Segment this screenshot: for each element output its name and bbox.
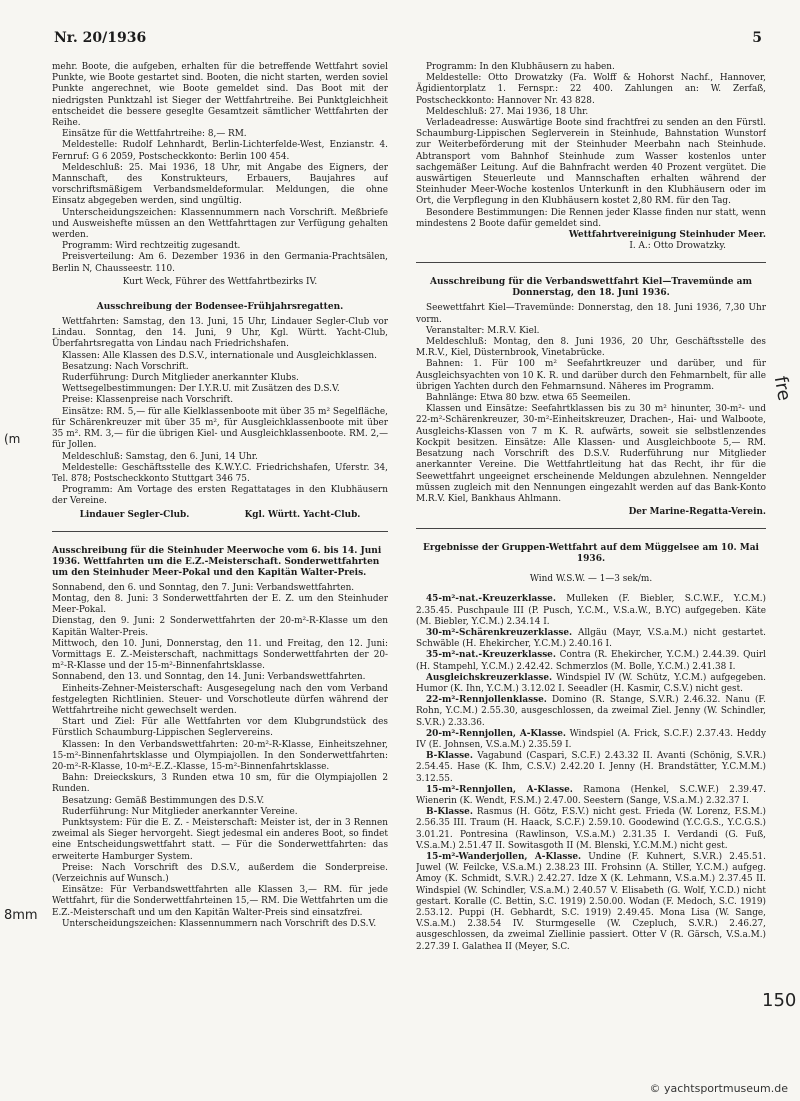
steinhuder-paragraph: Einsätze: Für Verbandswettfahrten alle Klassen 3,— RM. für jede Wettfahrt, für die Sonderwettfahrteinen 15,— RM. Die Wettfahrten um die E.Z.-Meisterschaft und um den Kapitän Walter-Preis sind einsatzfrei.: [52, 885, 388, 918]
results-list: [416, 594, 766, 953]
result-class-name: Ausgleichskreuzerklasse.: [426, 672, 553, 683]
steinhuder-paragraph: Punktsystem: Für die E. Z. - Meisterschaft: Meister ist, der in 3 Rennen zweimal als Sieger hervorgeht. Siegt jedesmal ein anderes Boot, so findet eine Entscheidungswettfahrt statt. — Für die Sonderwettfahrten: das erweiterte Hamburger System.: [52, 817, 388, 862]
kiel-title: Ausschreibung für die Verbandswettfahrt Kiel—Travemünde am Donnerstag, den 18. Juni 1936.: [429, 277, 753, 299]
intro-paragraph: Preisverteilung: Am 6. Dezember 1936 in den Germania-Prachtsälen, Berlin N, Chausseestr. 110.: [52, 252, 388, 274]
kiel-signature: Der Marine-Regatta-Verein.: [628, 507, 766, 518]
steinhuder-title: Ausschreibung für die Steinhuder Meerwoche vom 6. bis 14. Juni 1936. Wettfahrten um die E.Z.-Meisterschaft. Sonderwettfahrten um den Steinhuder Meer-Pokal und den Kapitän Walter-Preis.: [52, 545, 382, 578]
result-class-entry: [416, 628, 766, 650]
steinhuder-paragraph: Dienstag, den 9. Juni: 2 Sonderwettfahrten der 20-m²-R-Klasse um den Kapitän Walter-Preis.: [52, 616, 388, 638]
steinhuder-paragraph: Bahn: Dreieckskurs, 3 Runden etwa 10 sm, für die Olympiajollen 2 Runden.: [52, 773, 388, 795]
result-class-name: 45-m²-nat.-Kreuzerklasse.: [426, 594, 556, 605]
result-class-entry: [416, 695, 766, 729]
intro-paragraph: Meldeschluß: 25. Mai 1936, 18 Uhr, mit Angabe des Eigners, der Mannschaft, des Konstrukteurs, Erbauers, Baujahres auf vorschriftsmäßigem Verbandsmeldeformular. Meldungen, die ohne Einsatz abgegeben werden, sind ungültig.: [52, 162, 388, 207]
steinhuder-paragraph: Besatzung: Gemäß Bestimmungen des D.S.V.: [62, 795, 265, 806]
intro-paragraph: Unterscheidungszeichen: Klassennummern nach Vorschrift. Meßbriefe und Ausweisheftе müssen an den Wettfahrttagen zur Verfügung gehalten werden.: [52, 207, 388, 241]
result-class-entry: [416, 673, 766, 695]
result-class-entry: [416, 852, 766, 953]
bodensee-section: [52, 302, 388, 521]
result-class-name: 30-m²-Schärenkreuzerklasse.: [426, 627, 573, 638]
steinhuder-paragraph: Sonnabend, den 6. und Sonntag, den 7. Juni: Verbandswettfahrten.: [52, 582, 355, 593]
steinhuder-paragraph: Montag, den 8. Juni: 3 Sonderwettfahrten der E. Z. um den Steinhuder Meer-Pokal.: [52, 593, 388, 616]
handwritten-margin-note: 8mm: [4, 908, 38, 923]
steinhuder-signature-ia: I. A.: Otto Drowatzky.: [629, 241, 726, 252]
results-title: Ergebnisse der Gruppen-Wettfahrt auf dem Müggelsee am 10. Mai 1936.: [423, 543, 759, 565]
result-class-entry: [416, 785, 766, 807]
intro-section: [52, 62, 388, 288]
handwritten-margin-note: (m: [4, 432, 21, 446]
bodensee-paragraph: Ruderführung: Durch Mitglieder anerkannter Klubs.: [62, 373, 299, 384]
result-class-text: Contra (R. Ehekircher, Y.C.M.) 2.44.39. Quirl (H. Stampehl, Y.C.M.) 2.42.42. Schmerzlos (M. Bolle, Y.C.M.) 2.41.38 I.: [416, 650, 766, 672]
result-class-entry: [416, 729, 766, 751]
kiel-paragraph: Veranstalter: M.R.V. Kiel.: [426, 325, 540, 336]
steinhuder-paragraph: Start und Ziel: Für alle Wettfahrten vor dem Klubgrundstück des Fürstlich Schaumburg-Lippischen Seglervereins.: [52, 717, 388, 739]
steinhuder-paragraph: Unterscheidungszeichen: Klassennummern nach Vorschrift des D.S.V.: [62, 918, 377, 929]
result-class-name: 15-m²-Wanderjollen, A-Klasse.: [426, 851, 582, 862]
kiel-section: [416, 277, 766, 518]
bodensee-paragraph: Wettfahrten: Samstag, den 13. Juni, 15 Uhr, Lindauer Segler-Club vor Lindau. Sonntag, den 14. Juni, 9 Uhr, Kgl. Württ. Yacht-Club, Überfahrtsregatta von Lindau nach Friedrichshafen.: [52, 317, 388, 350]
result-class-name: 35-m²-nat.-Kreuzerklasse.: [426, 650, 556, 661]
result-class-name: 15-m²-Rennjollen, A-Klasse.: [426, 784, 573, 795]
result-class-entry: [416, 650, 766, 672]
kiel-paragraph: Bahnen: 1. Für 100 m² Seefahrtkreuzer und darüber, und für Ausgleichsyachten von 10 K. R. und darüber durch den Fehmarnbelt, für alle übrigen Yachten durch den Fehmarnsund. Näheres im Programm.: [416, 359, 766, 392]
handwritten-margin-note: fre: [769, 374, 795, 403]
page-number: 5: [752, 30, 762, 46]
steinhuder-paragraph: Sonnabend, den 13. und Sonntag, den 14. Juni: Verbandswettfahrten.: [52, 672, 366, 683]
steinhuder-paragraph: Klassen: In den Verbandswettfahrten: 20-m²-R-Klasse, Einheitszehner, 15-m²-Binnenfahrtsklasse und Olympiajollen. In den Sonderwettfahrten: 20-m²-R-Klasse, 10-m²-E.Z.-Klasse, 15-m²-Binnenfahrtsklasse.: [52, 739, 388, 772]
divider: [416, 528, 766, 529]
kiel-paragraph: Seewettfahrt Kiel—Travemünde: Donnerstag, den 18. Juni 1936, 7,30 Uhr vorm.: [416, 303, 766, 325]
result-class-text: Undine (F. Kuhnert, S.V.R.) 2.45.51. Juwel (W. Feilcke, V.S.a.M.) 2.38.23 III. Frohsinn (A. Stiller, Y.C.M.) aufgeg. Amoy (K. Schmidt, S.V.R.) 2.42.27. Idze X (K. Lehmann, V.S.a.M.) 2.37.45 II. Windspiel (W. Schindler, V.S.a.M.) 2.40.57 V. Elisabeth (G. Wolf, Y.C.D.) nicht gestart. Koralle (C. Bettin, S.C. 1919) 2.50.00. Wodan (F. Medoch, S.C. 1919) 2.53.12. Puppi (H. Gebhardt, S.C. 1919) 2.49.45. Mona Lisa (W. Sange, V.S.a.M.) 2.38.54 IV. Sturmgeselle (W. Czepluch, S.V.R.) 2.46.27, ausgeschlossen, da zweimal Ziellinie passiert. Otter V (R. Gärsch, V.S.a.M.) 2.27.39 I. Galathea II (Meyer, S.C.: [416, 851, 766, 952]
result-class-name: 20-m²-Rennjollen, A-Klasse.: [426, 728, 566, 739]
bodensee-paragraph: Meldeschluß: Samstag, den 6. Juni, 14 Uhr.: [62, 451, 258, 462]
bodensee-paragraph: Preise: Klassenpreise nach Vorschrift.: [62, 395, 234, 406]
page-header: [54, 30, 762, 50]
steinhuder-signature: Wettfahrtvereinigung Steinhuder Meer.: [568, 230, 766, 241]
result-class-text: Domino (R. Stange, S.V.R.) 2.46.32. Nanu (F. Rohn, Y.C.M.) 2.55.30, ausgeschlossen, da zweimal Ziel. Jenny (W. Schindler, S.V.R.) 2.33.36.: [416, 695, 766, 728]
result-class-text: Windspiel IV (W. Schütz, Y.C.M.) aufgegeben. Humor (K. Ihn, Y.C.M.) 3.12.02 I. Seeadler (H. Kasmir, C.S.V.) nicht gest.: [416, 672, 766, 694]
steinhuder-section: [52, 546, 388, 930]
right-column: [416, 62, 766, 1079]
steinhuder-paragraph: Einheits-Zehner-Meisterschaft: Ausgesegelung nach den vom Verband festgelegten Richtlinien. Steuer- und Vorschotleute dürfen während der Wettfahrtreihe nicht gewechselt werden.: [52, 683, 388, 716]
left-column: [52, 62, 388, 1079]
steinhuder-cont-paragraph: Meldestelle: Otto Drowatzky (Fa. Wolff & Hohorst Nachf., Hannover, Ägidientorplatz 1. Fernspr.: 22 400. Zahlungen an: W. Zerfaß, Postscheckkonto: Hannover Nr. 43 828.: [416, 73, 766, 106]
bodensee-paragraph: Wettsegelbestimmungen: Der I.Y.R.U. mit Zusätzen des D.S.V.: [62, 384, 340, 395]
bodensee-paragraph: Einsätze: RM. 5,— für alle Kielklassenboote mit über 35 m² Segelfläche, für Schärenkreuzer mit über 35 m², für Ausgleichklassenboote mit über 35 m². RM. 3,— für die übrigen Kiel- und Ausgleichklassenboote. RM. 2,— für Jollen.: [52, 406, 388, 451]
signature-wuerttemberg: Kgl. Württ. Yacht-Club.: [244, 509, 361, 520]
steinhuder-cont-paragraph: Programm: In den Klubhäusern zu haben.: [426, 62, 615, 72]
signature-lindau: Lindauer Segler-Club.: [79, 509, 190, 520]
handwritten-margin-note: 150: [762, 990, 797, 1011]
steinhuder-continued: [416, 62, 766, 252]
divider: [416, 262, 766, 263]
results-wind: Wind W.S.W. — 1—3 sek/m.: [529, 574, 653, 585]
result-class-text: Windspiel (A. Frick, S.C.F.) 2.37.43. Heddy IV (E. Johnsen, V.S.a.M.) 2.35.59 I.: [416, 728, 766, 750]
bodensee-paragraph: Programm: Am Vortage des ersten Regattatages in den Klubhäusern der Vereine.: [52, 485, 388, 507]
steinhuder-paragraph: Ruderführung: Nur Mitglieder anerkannter Vereine.: [62, 806, 298, 817]
divider: [52, 531, 388, 532]
result-class-text: Vagabund (Caspari, S.C.F.) 2.43.32 II. Avanti (Schönig, S.V.R.) 2.54.45. Hase (K. Ihm, C.S.V.) 2.42.20 I. Jenny (H. Brandstätter, Y.C.M.M.) 3.12.55.: [416, 751, 766, 784]
result-class-text: Allgäu (Mayr, V.S.a.M.) nicht gestartet. Schwäble (H. Ehekircher, Y.C.M.) 2.40.16 I.: [416, 627, 766, 650]
bodensee-title: Ausschreibung der Bodensee-Frühjahrsregatten.: [96, 302, 344, 313]
kiel-paragraph: Klassen und Einsätze: Seefahrtklassen bis zu 30 m² hinunter, 30-m²- und 22-m²-Schärenkreuzer, 30-m²-Einheitskreuzer, Drachen-, Hai- und Walboote, Ausgleichs-Klassen von 7 m K. R. aufwärts, soweit sie selbstlenzendes Kockpit besitzen. Einsätze: Alle Klassen- und Ausgleichboote 5,— RM. Besatzung nach Vorschrift des D.S.V. Ruderführung nur Mitglieder anerkannter Vereine. Die Wettfahrtleitung hat das Recht, ihr für die Seewettfahrt ungeeignet erscheinende Meldungen abzulehnen. Nenngelder müssen zugleich mit den Nennungen eingezahlt werden auf das Bank-Konto M.R.V. Kiel, Bankhaus Ahlmann.: [416, 404, 766, 504]
bodensee-signatures: [52, 510, 388, 521]
issue-number: Nr. 20/1936: [54, 30, 147, 46]
result-class-text: Mulleken (F. Biebler, S.C.W.F., Y.C.M.) 2.35.45. Puschpaule III (P. Pusch, Y.C.M., V.S.a.W., B.YC) aufgegeben. Käte (M. Biebler, Y.C.M.) 2.34.14 I.: [416, 594, 766, 627]
result-class-entry: [416, 594, 766, 628]
result-class-entry: [416, 751, 766, 785]
kiel-paragraph: Meldeschluß: Montag, den 8. Juni 1936, 20 Uhr, Geschäftsstelle des M.R.V., Kiel, Düsternbrook, Vinetabrücke.: [416, 337, 766, 359]
watermark: © yachtsportmuseum.de: [649, 1082, 788, 1095]
result-class-name: B-Klasse.: [426, 751, 473, 762]
intro-paragraph: Einsätze für die Wettfahrtreihe: 8,— RM.: [62, 129, 247, 140]
result-class-name: B-Klasse.: [426, 807, 473, 818]
result-class-text: Rasmus (H. Götz, F.S.V.) nicht gest. Frieda (W. Lorenz, F.S.M.) 2.56.35 III. Traum (H. Haack, S.C.F.) 2.59.10. Goodewind (Y.C.G.S., Y.C.G.S.) 3.01.21. Pontresina (Rawlinson, V.S.a.M.) 2.31.35 I. Verdandi (G. Fuß, V.S.a.M.) 2.51.47 II. Sowitasgoth II (M. Blenski, Y.C.M.M.) nicht gest.: [416, 807, 766, 851]
bodensee-paragraph: Besatzung: Nach Vorschrift.: [62, 361, 189, 372]
bodensee-paragraph: Meldestelle: Geschäftsstelle des K.W.Y.C. Friedrichshafen, Uferstr. 34, Tel. 878; Postscheckkonto Stuttgart 346 75.: [52, 462, 388, 484]
steinhuder-cont-paragraph: Besondere Bestimmungen: Die Rennen jeder Klasse finden nur statt, wenn mindestens 2 Boote dafür gemeldet sind.: [416, 207, 766, 229]
result-class-name: 22-m²-Rennjollenklasse.: [426, 695, 547, 706]
intro-signature: Kurt Weck, Führer des Wettfahrtbezirks IV.: [122, 276, 318, 287]
steinhuder-cont-paragraph: Meldeschluß: 27. Mai 1936, 18 Uhr.: [426, 106, 589, 117]
steinhuder-paragraph: Mittwoch, den 10. Juni, Donnerstag, den 11. und Freitag, den 12. Juni: Vormittags E. Z.-Meisterschaft, nachmittags Sonderwettfahrten der 20-m²-R-Klasse und der 15-m²-Binnenfahrtsklasse.: [52, 638, 388, 672]
steinhuder-paragraph: Preise: Nach Vorschrift des D.S.V., außerdem die Sonderpreise. (Verzeichnis auf Wunsch.): [52, 862, 388, 884]
steinhuder-cont-paragraph: Verladeadresse: Auswärtige Boote sind frachtfrei zu senden an den Fürstl. Schaumburg-Lippischen Seglerverein in Steinhude, Bahnstation Wunstorf zur Weiterbeförderung mit der Steinhuder Meerbahn nach Steinhude. Abtransport vom Bahnhof Steinhude zum Wasser kostenlos unter sachgemäßer Leitung. Auf die Bahnfracht werden 40 Prozent vergütet. Die auswärtigen Steuerleute und Mannschaften erhalten während der Steinhuder Meer-Woche kostenlos Unterkunft in den Klubhäusern oder im Ort, die Verpflegung in den Klubhäusern kostet 2,80 RM. für den Tag.: [416, 118, 766, 207]
bodensee-paragraph: Klassen: Alle Klassen des D.S.V., internationale und Ausgleichklassen.: [62, 350, 377, 361]
result-class-text: Ramona (Henkel, S.C.W.F.) 2.39.47. Wienerin (K. Wendt, F.S.M.) 2.47.00. Seestern (Sange, V.S.a.M.) 2.32.37 I.: [416, 784, 766, 806]
kiel-paragraph: Bahnlänge: Etwa 80 bzw. etwa 65 Seemeilen.: [426, 393, 631, 404]
intro-paragraph: mehr. Boote, die aufgeben, erhalten für die betreffende Wettfahrt soviel Punkte, wie Boote gestartet sind. Booten, die nicht starten, werden soviel Punkte angerechnet, wie Boote gemeldet sind. Das Boot mit der niedrigsten Punktzahl ist Sieger der Wettfahrtreihe. Bei Punktgleichheit entscheidet die bessere geseglte Gesamtzeit sämtlicher Wettfahrten der Reihe.: [52, 62, 388, 129]
results-section: [416, 543, 766, 952]
intro-paragraph: Programm: Wird rechtzeitig zugesandt.: [62, 241, 241, 252]
result-class-entry: [416, 807, 766, 852]
intro-paragraph: Meldestelle: Rudolf Lehnhardt, Berlin-Lichterfelde-West, Enzianstr. 4. Fernruf: G 6 2059, Postscheckkonto: Berlin 100 454.: [52, 140, 388, 162]
